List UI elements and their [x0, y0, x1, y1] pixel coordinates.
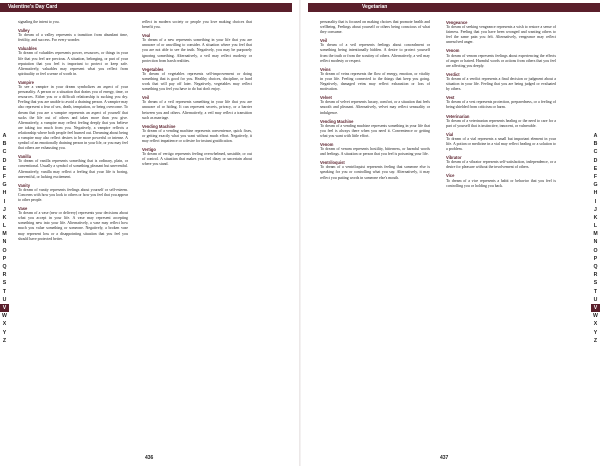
alphabet-letter-p: P — [2, 255, 7, 262]
entry-title: Vengeance — [446, 20, 468, 25]
entry-text: To dream of a vibrator represents self-satisfaction, independence, or a desire for pleasure without the involvement of others. — [446, 160, 556, 170]
alphabet-letter-l: L — [593, 223, 598, 230]
entry-text: To dream of seeking vengeance represents a wish to restore a sense of fairness. Feeling that you have been wronged and wanting others to feel the same pain you felt. Alternatively, vengeance may reflect unresolved anger. — [446, 25, 556, 45]
dictionary-entry — [142, 147, 252, 167]
alphabet-letter-m: M — [2, 231, 7, 238]
entry-text: To dream of valuables represents power, resources, or things in your life that you feel are precious. A situation, belonging, or part of your reputation that you feel is important to protect or keep safe. Alternatively, valuables may represent what you reflect from spirituality or feel a sense of worth in. — [18, 51, 128, 76]
alphabet-letter-k: K — [593, 214, 598, 221]
entry-title: Vegetables — [142, 66, 164, 72]
entry-title: Vase — [18, 206, 28, 212]
entry-text: To dream of vegetables represents self-improvement or doing something that is good for you. Healthy choices, discipline, or hard work that will pay off later. Negatively, vegetables may reflect something you feel you have to do but don't enjoy. — [142, 71, 252, 92]
entry-text: To dream of a verdict represents a final decision or judgment about a situation in your life. Feeling that you are being judged or evaluated by others. — [446, 76, 556, 92]
running-header-left-text: Valentine's Day Card — [8, 4, 58, 10]
entry-text: To dream of a veil represents something in your life that you are unaware of or hiding. It can represent secrets, privacy, or a barrier between you and others. Alternatively, a veil may reflect a transition such as marriage. — [142, 100, 252, 120]
entry-text: To dream of a vest represents protection, preparedness, or a feeling of being shielded from criticism or harm. — [446, 100, 556, 110]
entry-title: Veins — [320, 66, 331, 72]
entry-title: Verdict — [446, 71, 460, 77]
running-header-left — [0, 3, 292, 12]
entry-title: Vertigo — [142, 147, 156, 153]
alphabet-letter-g: G — [2, 182, 7, 189]
entry-title: Vibrator — [446, 155, 462, 161]
alphabet-letter-f: F — [593, 173, 598, 180]
dictionary-entry — [446, 20, 556, 45]
entry-text: To dream of vanity represents feelings about yourself or self-esteem. Concerns with how you look to others or how you feel that you appear to other people. — [18, 187, 128, 202]
entry-title: Venom — [320, 141, 334, 147]
alphabet-letter-v: V — [0, 304, 9, 312]
alphabet-letter-j: J — [3, 206, 6, 213]
alphabet-letter-p: P — [593, 255, 598, 262]
entry-text: To dream of vanilla represents something that is ordinary, plain, or conventional. Usually a symbol of something pleasant but uneventful. Alternatively, vanilla may reflect a feeling that your life is boring, uneventful, or lacking excitement. — [18, 159, 128, 179]
dictionary-entry — [320, 67, 430, 92]
entry-text: To see a vampire in your dream symbolizes an aspect of your personality. A person or a situation that drains you of energy, time, or resources. Either you or a difficult relationship is sucking you dry. Feeling that you are unable to avoid a draining person. A vampire may also represent a fear of sex, death, temptation, or being overcome. To dream that you are a vampire represents an aspect of yourself that sucks the life out of others and takes more than you give. Alternatively, a vampire may reflect feeling deeply that you believe are taking too much from you. Negatively, a vampire reflects a relationship where both people feel burned out. Dreaming about being a vampire may also reflect desires to be more powerful or intense. A symbol of an emotionally draining person in your life, or you may feel that others are exhausting you. — [18, 85, 128, 151]
alphabet-letter-w: W — [593, 313, 598, 320]
alphabet-letter-z: Z — [593, 337, 598, 344]
entry-text: To dream of a vending machine represents something in your life that you feel is always there when you need it. Convenience or getting what you want with little effort. — [320, 123, 430, 138]
dictionary-entry — [18, 80, 128, 151]
right-column-1 — [320, 20, 430, 448]
entry-title: Veal — [142, 33, 151, 39]
dictionary-entry — [142, 67, 252, 92]
alphabet-letter-c: C — [593, 149, 598, 156]
dictionary-entry — [142, 20, 252, 30]
alphabet-letter-w: W — [2, 313, 7, 320]
alphabet-letter-z: Z — [2, 337, 7, 344]
dictionary-entry — [446, 48, 556, 68]
entry-text: To dream of venom represents feelings about experiencing the effects of anger or hatred. Harmful words or actions from others that you feel are affecting you deeply. — [446, 53, 556, 68]
alphabet-letter-q: Q — [2, 264, 7, 270]
entry-title: Vending Machine — [142, 123, 176, 129]
dictionary-entry — [446, 114, 556, 129]
alphabet-letter-h: H — [2, 190, 7, 197]
entry-text: To dream of a veterinarian represents healing or the need to care for a part of yourself that is instinctive, innocent, or vulnerable. — [446, 118, 556, 128]
alphabet-index-right — [591, 132, 600, 345]
entry-text: To dream of a new represents something in your life that you are unaware of or unwilling to consider. A situation where you feel that you are not able to see the truth. Negatively, you may be purposely ignoring something. Alternatively, a veil may reflect modesty or protection from harsh realities. — [142, 38, 252, 63]
dictionary-entry — [18, 46, 128, 77]
alphabet-letter-r: R — [2, 272, 7, 279]
page-number-left: 436 — [145, 455, 154, 461]
alphabet-letter-v: V — [591, 304, 600, 312]
entry-title: Venom — [446, 48, 460, 54]
alphabet-letter-s: S — [2, 280, 7, 287]
alphabet-letter-y: Y — [2, 329, 7, 336]
entry-text: To dream of vertigo represents feeling overwhelmed, unstable, or out of control. A situation that makes you feel dizzy or uncertain about where you stand. — [142, 152, 252, 167]
entry-text: To dream of a vial represents a small but important element in your life. A potion or medicine in a vial may reflect healing or a solution to a problem. — [446, 136, 556, 152]
entry-text: To dream of velvet represents luxury, comfort, or a situation that feels smooth and pleasant. Alternatively, velvet may reflect sensuality or indulgence. — [320, 100, 430, 115]
entry-title: Valuables — [18, 46, 37, 52]
entry-title: Veterinarian — [446, 113, 470, 119]
alphabet-letter-c: C — [2, 149, 7, 156]
entry-title: Veil — [320, 38, 328, 44]
entry-text: To dream of a valley represents a transition from abundant time, fertility, and success. For every wonder. — [18, 33, 128, 43]
alphabet-index-left — [0, 132, 9, 345]
dictionary-entry — [320, 20, 430, 35]
dictionary-entry — [320, 160, 430, 180]
entry-text: signaling the intent to you. — [18, 20, 60, 24]
dictionary-entry — [18, 20, 128, 25]
alphabet-letter-l: L — [2, 223, 7, 230]
entry-text: personality that is focused on making choices that promote health and wellbeing. Feelings about yourself or others being conscious of what they consume. — [320, 20, 430, 35]
alphabet-letter-a: A — [2, 133, 7, 139]
running-header-right — [308, 3, 600, 12]
alphabet-letter-u: U — [593, 296, 598, 303]
dictionary-entry — [446, 173, 556, 188]
entry-title: Valley — [18, 28, 30, 34]
entry-title: Vanilla — [18, 154, 31, 160]
dictionary-entry — [320, 95, 430, 115]
page-number-right: 437 — [440, 455, 449, 461]
dictionary-entry — [142, 124, 252, 144]
alphabet-letter-m: M — [593, 231, 598, 238]
dictionary-entry — [446, 155, 556, 170]
alphabet-letter-s: S — [593, 280, 598, 287]
dictionary-entry — [446, 95, 556, 110]
alphabet-letter-d: D — [593, 157, 598, 164]
alphabet-letter-j: J — [594, 206, 597, 213]
entry-title: Vial — [446, 131, 454, 137]
alphabet-letter-b: B — [593, 141, 598, 148]
dictionary-entry — [320, 38, 430, 63]
alphabet-letter-g: G — [593, 182, 598, 189]
dictionary-entry — [142, 95, 252, 120]
alphabet-letter-n: N — [593, 239, 598, 246]
dictionary-entry — [320, 142, 430, 157]
entry-text: To dream of a veil represents feelings about concealment or something being intentionally hidden. A desire to protect yourself from the truth or from the scrutiny of others. Alternatively, a veil may reflect modesty or respect. — [320, 43, 430, 63]
dictionary-entry — [18, 183, 128, 203]
dictionary-entry — [446, 132, 556, 152]
alphabet-letter-t: T — [2, 288, 7, 295]
dictionary-entry — [18, 206, 128, 242]
entry-text: To dream of a vice represents a habit or behavior that you feel is controlling you or holding you back. — [446, 178, 556, 188]
entry-title: Vanity — [18, 182, 31, 188]
entry-title: Ventriloquist — [320, 160, 345, 166]
dictionary-entry — [446, 72, 556, 92]
alphabet-letter-n: N — [2, 239, 7, 246]
left-column-2 — [142, 20, 252, 448]
entry-title: Vest — [446, 95, 455, 101]
dictionary-entry — [320, 119, 430, 139]
alphabet-letter-r: R — [593, 272, 598, 279]
alphabet-letter-h: H — [593, 190, 598, 197]
entry-title: Velvet — [320, 95, 332, 101]
entry-title: Vending Machine — [320, 118, 354, 124]
entry-title: Vampire — [18, 79, 34, 85]
entry-text: To dream of a vase (new or delivery) represents your decisions about what you accept in your life. A vase may represent accepting something new into your life. Alternatively, a vase may reflect how much you value something or someone. Negatively, a broken vase may represent loss or a disappointing situation that you feel you should have protected better. — [18, 211, 128, 241]
entry-text: To dream of a ventriloquist represents feeling that someone else is speaking for you or controlling what you say. Alternatively, it may reflect you putting words in someone else's mouth. — [320, 165, 430, 180]
alphabet-letter-o: O — [2, 247, 7, 254]
dictionary-entry — [18, 154, 128, 179]
entry-text: reflect in modern society or people you love making choices that benefit you. — [142, 20, 252, 30]
left-column-1 — [18, 20, 128, 448]
running-header-right-text: Vegetarian — [362, 4, 388, 10]
entry-title: Vice — [446, 173, 455, 179]
alphabet-letter-q: Q — [593, 264, 598, 270]
right-page — [300, 0, 600, 466]
alphabet-letter-x: X — [2, 321, 7, 328]
alphabet-letter-x: X — [593, 321, 598, 328]
alphabet-letter-k: K — [2, 214, 7, 221]
alphabet-letter-i: I — [594, 198, 597, 205]
entry-text: To dream of a vending machine represents convenience, quick fixes, or getting exactly what you want without much effort. Negatively, it may reflect impatience or a desire for instant gratification. — [142, 128, 252, 143]
alphabet-letter-e: E — [2, 165, 7, 172]
entry-title: Veil — [142, 95, 150, 101]
entry-text: To dream of venom represents hostility, bitterness, or harmful words and feelings. A situation or person that you feel is poisoning your life. — [320, 147, 430, 157]
dictionary-entry — [18, 28, 128, 43]
alphabet-letter-t: T — [593, 288, 598, 295]
entry-text: To dream of veins represents the flow of energy, emotion, or vitality in your life. Feeling connected to the things that keep you going. Negatively, damaged veins may reflect exhaustion or loss of motivation. — [320, 71, 430, 92]
dictionary-entry — [142, 33, 252, 64]
alphabet-letter-o: O — [593, 247, 598, 254]
alphabet-letter-i: I — [3, 198, 6, 205]
alphabet-letter-b: B — [2, 141, 7, 148]
alphabet-letter-e: E — [593, 165, 598, 172]
alphabet-letter-y: Y — [593, 329, 598, 336]
alphabet-letter-u: U — [2, 296, 7, 303]
alphabet-letter-f: F — [2, 173, 7, 180]
right-column-2 — [446, 20, 556, 448]
alphabet-letter-a: A — [593, 133, 598, 139]
alphabet-letter-d: D — [2, 157, 7, 164]
